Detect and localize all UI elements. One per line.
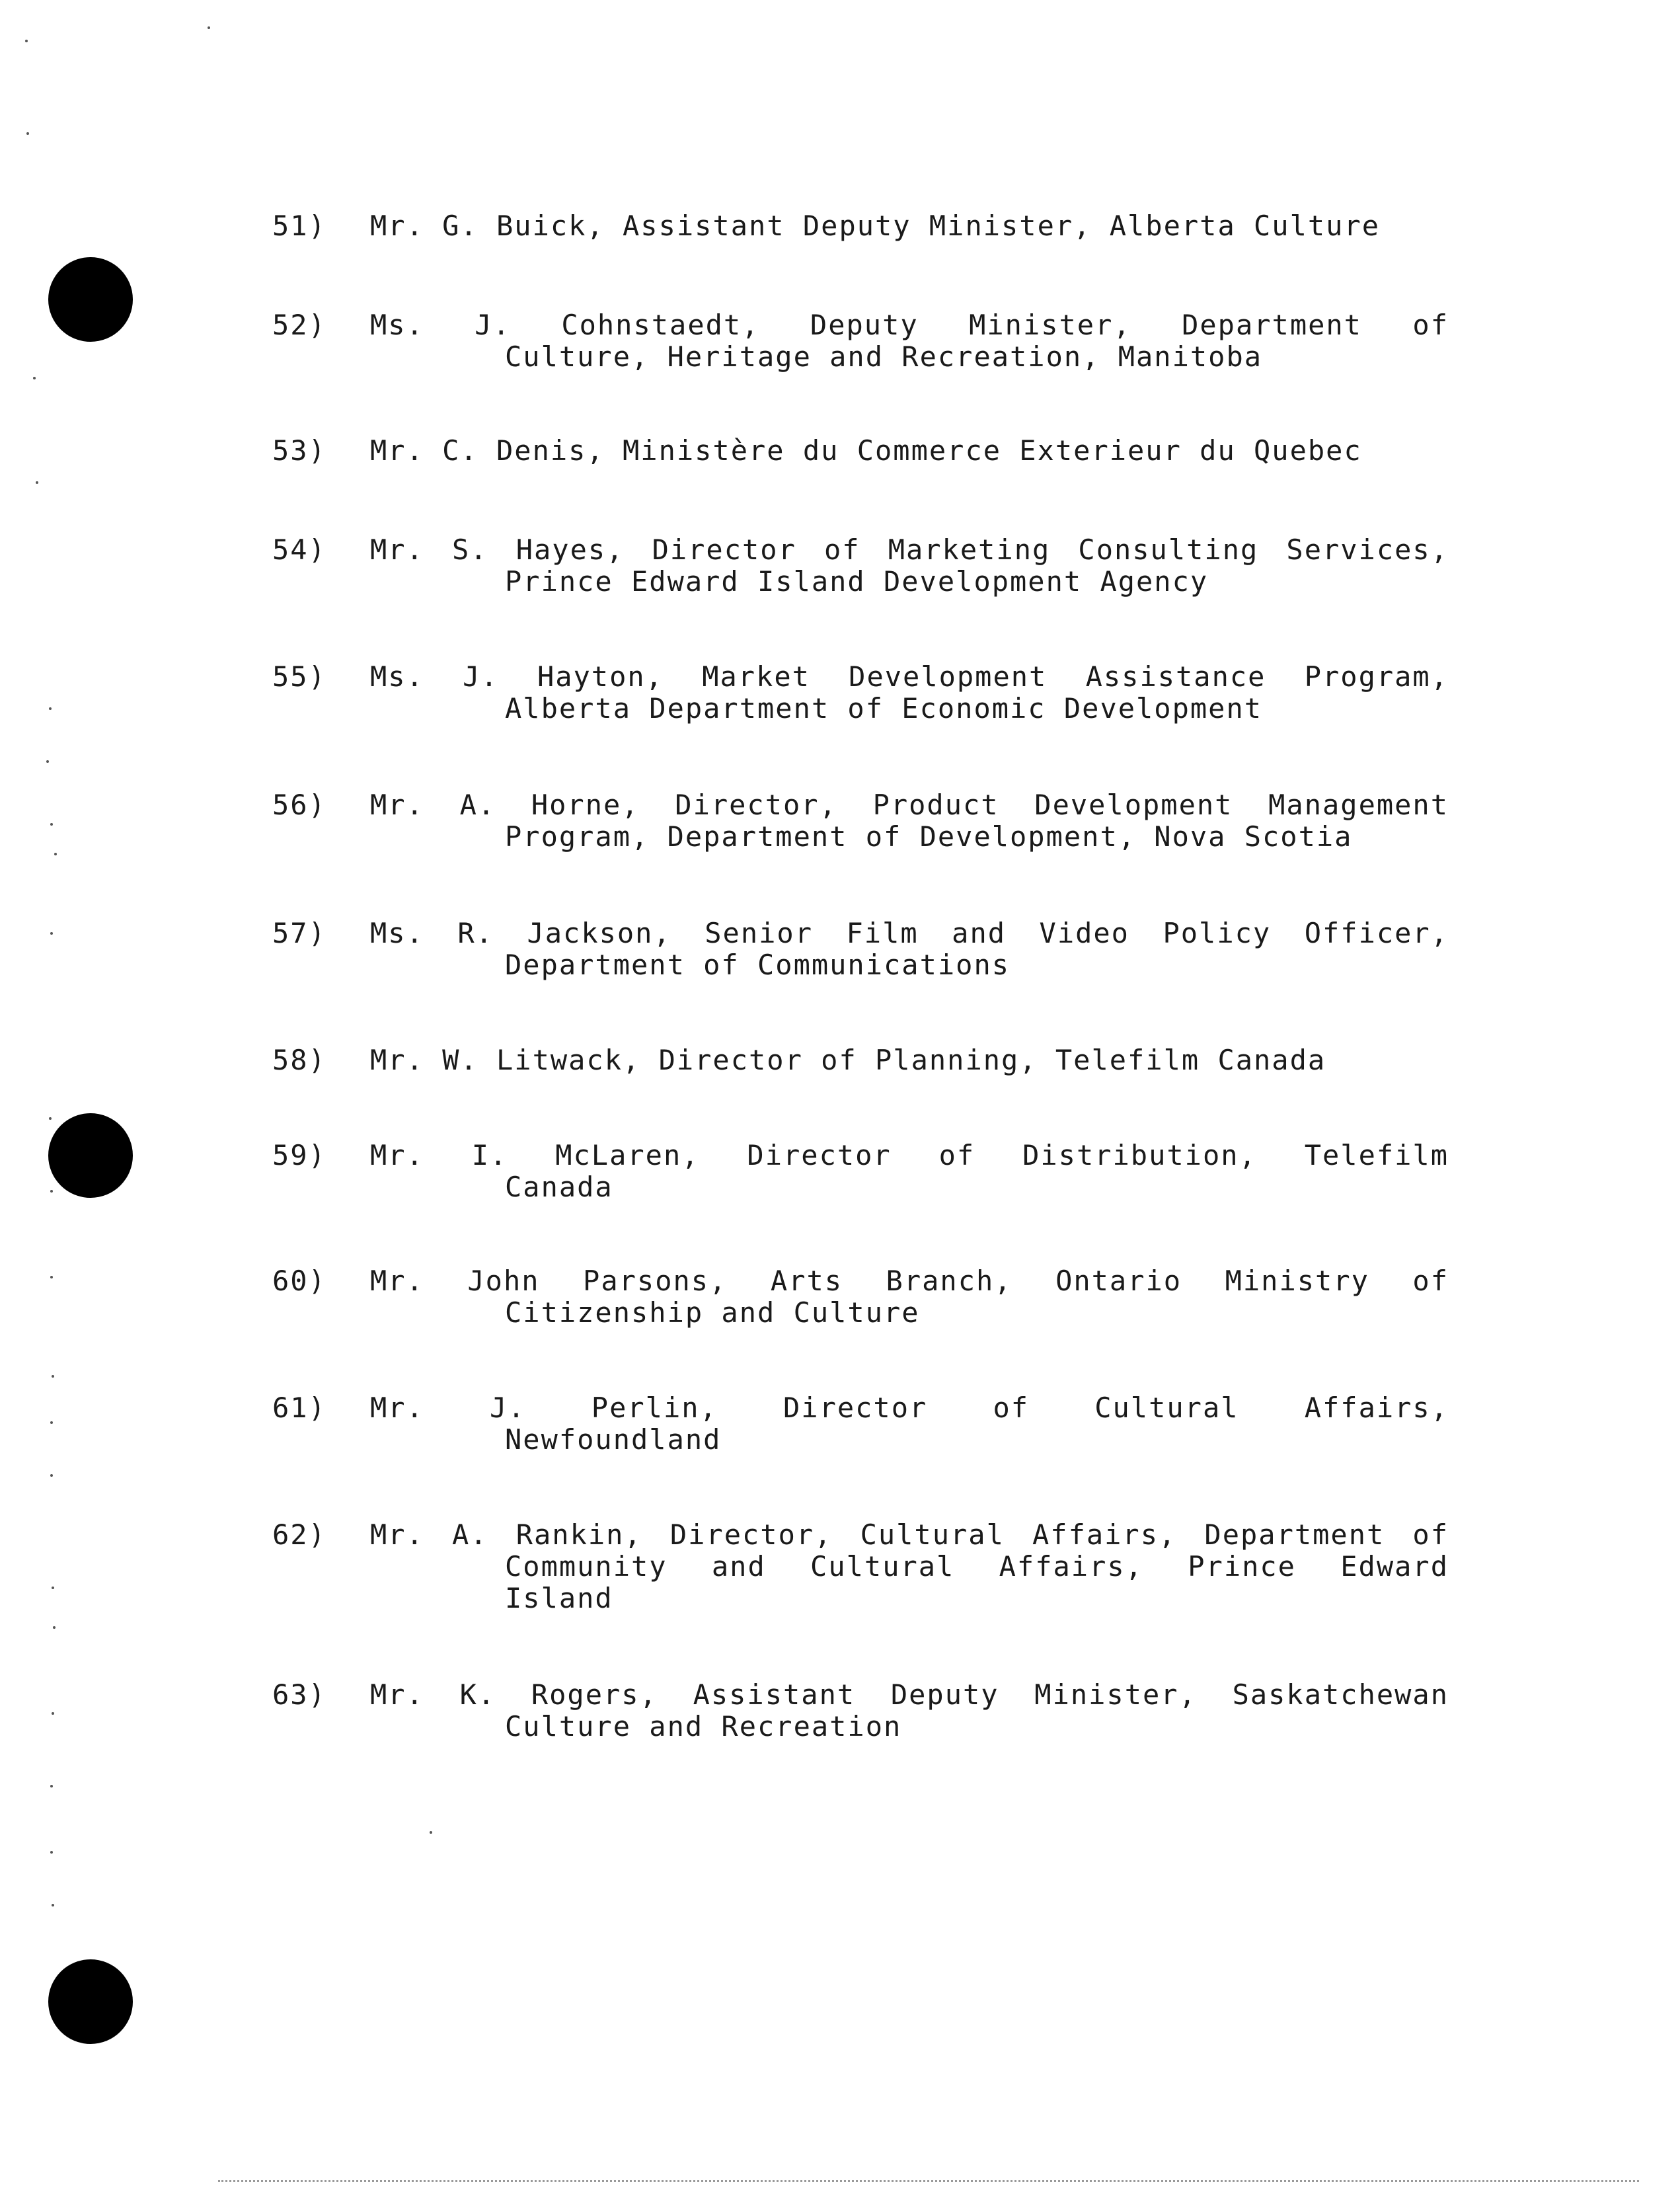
scan-speck <box>50 1785 53 1787</box>
item-text <box>370 309 1449 373</box>
item-text-line: Mr. S. Hayes, Director of Marketing Consulting Services, <box>370 533 1449 566</box>
scan-speck <box>50 1421 53 1424</box>
item-text-line: Ms. J. Hayton, Market Development Assistance Program, <box>370 660 1449 693</box>
scan-speck <box>50 932 53 935</box>
scan-speck <box>52 1375 54 1378</box>
item-text-line: Canada <box>505 1171 613 1203</box>
item-text <box>370 789 1449 853</box>
punch-hole <box>48 257 133 342</box>
item-text-line: Citizenship and Culture <box>505 1296 920 1329</box>
item-text <box>370 1392 1449 1456</box>
item-number: 52) <box>272 309 326 341</box>
item-text <box>370 1044 1449 1076</box>
item-text <box>370 1519 1449 1614</box>
punch-hole <box>48 1113 133 1198</box>
item-text-line: Community and Cultural Affairs, Prince Edward <box>505 1550 1449 1583</box>
scan-speck <box>49 707 52 710</box>
item-text-line: Mr. I. McLaren, Director of Distribution, Telefilm <box>370 1139 1449 1171</box>
item-number: 54) <box>272 533 326 566</box>
item-number: 58) <box>272 1044 326 1076</box>
item-number: 51) <box>272 210 326 242</box>
scan-speck <box>25 40 28 42</box>
item-text-line: Mr. J. Perlin, Director of Cultural Affairs, <box>370 1392 1449 1424</box>
scan-speck <box>50 1276 53 1278</box>
scan-speck <box>52 1904 54 1906</box>
scan-speck <box>52 1587 54 1589</box>
item-number: 63) <box>272 1678 326 1711</box>
item-text-line: Mr. W. Litwack, Director of Planning, Telefilm Canada <box>370 1044 1326 1076</box>
item-text <box>370 1265 1449 1329</box>
scan-speck <box>208 26 210 29</box>
scan-speck <box>430 1831 432 1834</box>
item-number: 59) <box>272 1139 326 1171</box>
item-text <box>370 534 1449 598</box>
item-text <box>370 661 1449 725</box>
scan-speck <box>52 1712 54 1715</box>
scan-speck <box>50 1474 53 1477</box>
scan-speck <box>50 1851 53 1854</box>
scan-speck <box>53 1626 56 1629</box>
item-number: 60) <box>272 1265 326 1297</box>
scan-speck <box>36 481 38 484</box>
item-text <box>370 1140 1449 1203</box>
item-text-line: Mr. A. Horne, Director, Product Development Management <box>370 789 1449 821</box>
item-text <box>370 1679 1449 1743</box>
item-text-line: Mr. G. Buick, Assistant Deputy Minister, Alberta Culture <box>370 210 1381 242</box>
scan-speck <box>49 1117 52 1120</box>
item-text-line: Mr. C. Denis, Ministère du Commerce Exterieur du Quebec <box>370 434 1362 467</box>
item-text-line: Alberta Department of Economic Development <box>505 692 1263 725</box>
item-text-line: Mr. John Parsons, Arts Branch, Ontario Ministry of <box>370 1265 1449 1297</box>
scan-speck <box>50 1190 53 1193</box>
scan-speck <box>54 853 57 855</box>
item-text-line: Culture and Recreation <box>505 1710 902 1743</box>
item-text <box>370 918 1449 981</box>
item-text-line: Mr. A. Rankin, Director, Cultural Affairs, Department of <box>370 1518 1449 1551</box>
item-text <box>370 210 1449 242</box>
scan-speck <box>46 760 49 763</box>
scan-speck <box>33 377 36 379</box>
item-text <box>370 435 1449 467</box>
item-number: 62) <box>272 1518 326 1551</box>
item-number: 61) <box>272 1392 326 1424</box>
item-text-line: Ms. R. Jackson, Senior Film and Video Policy Officer, <box>370 917 1449 949</box>
scan-speck <box>26 132 29 135</box>
item-text-line: Program, Department of Development, Nova Scotia <box>505 820 1353 853</box>
item-text-line: Culture, Heritage and Recreation, Manitoba <box>505 340 1263 373</box>
punch-hole <box>48 1959 133 2044</box>
scan-speck <box>50 823 53 826</box>
item-text-line: Newfoundland <box>505 1423 722 1456</box>
item-text-line: Mr. K. Rogers, Assistant Deputy Minister, Saskatchewan <box>370 1678 1449 1711</box>
item-text-line: Prince Edward Island Development Agency <box>505 565 1209 598</box>
item-number: 53) <box>272 434 326 467</box>
item-number: 57) <box>272 917 326 949</box>
item-number: 55) <box>272 660 326 693</box>
item-text-line: Ms. J. Cohnstaedt, Deputy Minister, Department of <box>370 309 1449 341</box>
item-number: 56) <box>272 789 326 821</box>
scan-artifact-line <box>218 2180 1639 2184</box>
item-text-line: Department of Communications <box>505 949 1011 981</box>
item-text-line: Island <box>505 1582 613 1614</box>
